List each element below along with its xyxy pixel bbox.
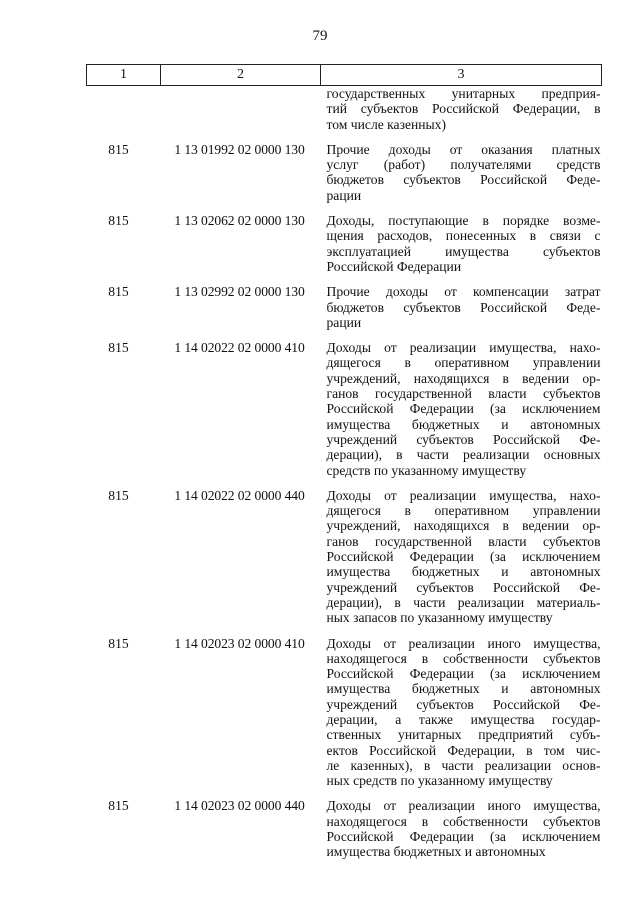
- description-line: Доходы от реализации иного имущества,: [326, 798, 601, 814]
- description-line: дящегося в оперативном управлении: [326, 503, 601, 519]
- description-line: Доходы от реализации имущества, нахо-: [326, 340, 601, 356]
- description-line: имущества бюджетных и автономных: [326, 844, 546, 860]
- description-line: дерации, а также имущества государ-: [326, 711, 601, 727]
- description-line: ектов Российской Федерации, в том чис-: [326, 742, 601, 758]
- description-line: учреждений субъектов Российской Фе-: [326, 579, 601, 595]
- revenue-codes-table: [86, 64, 602, 860]
- continuation-code-cell: [161, 86, 321, 132]
- admin-code-cell: 815: [108, 284, 129, 300]
- description-line: ганов государственной власти субъектов: [326, 533, 601, 549]
- description-line: том числе казенных): [326, 116, 447, 132]
- description-line: Российской Федерации: [326, 258, 462, 274]
- description-line: находящегося в собственности субъектов: [326, 650, 601, 666]
- description-cell: [321, 788, 602, 859]
- description-line: рации: [326, 187, 362, 203]
- description-line: ных средств по указанному имуществу: [326, 773, 553, 789]
- description-line: имущества бюджетных и автономных: [326, 416, 601, 432]
- description-line: дерации), в части реализации основных: [326, 447, 601, 463]
- budget-classification-code-cell: 1 13 02062 02 0000 130: [174, 213, 305, 229]
- description-line: Доходы от реализации иного имущества,: [326, 635, 601, 651]
- description-line: дерации), в части реализации материаль-: [326, 594, 601, 610]
- admin-code-cell: 815: [108, 798, 129, 814]
- description-line: рации: [326, 314, 362, 330]
- description-line: имущества бюджетных и автономных: [326, 564, 601, 580]
- continuation-description-cell: [321, 86, 602, 132]
- description-line: эксплуатацией имущества субъектов: [326, 243, 601, 259]
- description-line: Доходы, поступающие в порядке возме-: [326, 213, 601, 229]
- description-line: государственных унитарных предприя-: [326, 86, 601, 101]
- budget-classification-code-cell: 1 13 01992 02 0000 130: [174, 141, 305, 157]
- continuation-row: [87, 86, 602, 132]
- description-cell: [321, 478, 602, 626]
- admin-code-cell: 815: [108, 487, 129, 503]
- description-line: ственных унитарных предприятий субъ-: [326, 727, 601, 743]
- description-line: бюджетов субъектов Российской Феде-: [326, 172, 601, 188]
- column-header-description: 3: [321, 65, 602, 86]
- description-line: Прочие доходы от оказания платных: [326, 141, 601, 157]
- table-header: [87, 65, 602, 86]
- description-line: средств по указанному имуществу: [326, 462, 527, 478]
- description-line: Российской Федерации (за исключением: [326, 666, 601, 682]
- admin-code-cell: 815: [108, 141, 129, 157]
- description-cell: [321, 330, 602, 478]
- description-line: услуг (работ) получателями средств: [326, 157, 601, 173]
- description-line: ганов государственной власти субъектов: [326, 386, 601, 402]
- column-header-code: 2: [161, 65, 321, 86]
- table-row: [87, 330, 602, 478]
- description-line: Российской Федерации (за исключением: [326, 829, 601, 845]
- admin-code-cell: 815: [108, 340, 129, 356]
- description-line: Российской Федерации (за исключением: [326, 401, 601, 417]
- description-line: Прочие доходы от компенсации затрат: [326, 284, 601, 300]
- description-cell: [321, 274, 602, 330]
- continuation-admin-cell: [87, 86, 161, 132]
- budget-classification-code-cell: 1 14 02023 02 0000 410: [174, 635, 305, 651]
- description-cell: [321, 132, 602, 203]
- budget-classification-code-cell: 1 14 02022 02 0000 410: [174, 340, 305, 356]
- description-line: ных запасов по указанному имуществу: [326, 610, 553, 626]
- description-line: дящегося в оперативном управлении: [326, 355, 601, 371]
- column-header-admin: 1: [87, 65, 161, 86]
- description-line: Доходы от реализации имущества, нахо-: [326, 487, 601, 503]
- description-line: тий субъектов Российской Федерации, в: [326, 101, 601, 117]
- description-line: находящегося в собственности субъектов: [326, 813, 601, 829]
- table-body: [87, 86, 602, 860]
- table-row: [87, 478, 602, 626]
- table-row: [87, 132, 602, 203]
- description-line: учреждений, находящихся в ведении ор-: [326, 518, 601, 534]
- budget-classification-code-cell: 1 14 02022 02 0000 440: [174, 487, 305, 503]
- description-line: бюджетов субъектов Российской Феде-: [326, 299, 601, 315]
- description-line: щения расходов, понесенных в связи с: [326, 228, 601, 244]
- budget-classification-code-cell: 1 13 02992 02 0000 130: [174, 284, 305, 300]
- table-row: [87, 203, 602, 274]
- table-row: [87, 274, 602, 330]
- description-line: Российской Федерации (за исключением: [326, 549, 601, 565]
- budget-classification-code-cell: 1 14 02023 02 0000 440: [174, 798, 305, 814]
- description-line: учреждений субъектов Российской Фе-: [326, 431, 601, 447]
- description-cell: [321, 203, 602, 274]
- description-line: ле казенных), в части реализации основ-: [326, 757, 601, 773]
- admin-code-cell: 815: [108, 635, 129, 651]
- table-row: [87, 626, 602, 789]
- table-row: [87, 788, 602, 859]
- description-cell: [321, 626, 602, 789]
- admin-code-cell: 815: [108, 213, 129, 229]
- page-number: 79: [312, 28, 328, 44]
- description-line: имущества бюджетных и автономных: [326, 681, 601, 697]
- description-line: учреждений субъектов Российской Фе-: [326, 696, 601, 712]
- description-line: учреждений, находящихся в ведении ор-: [326, 370, 601, 386]
